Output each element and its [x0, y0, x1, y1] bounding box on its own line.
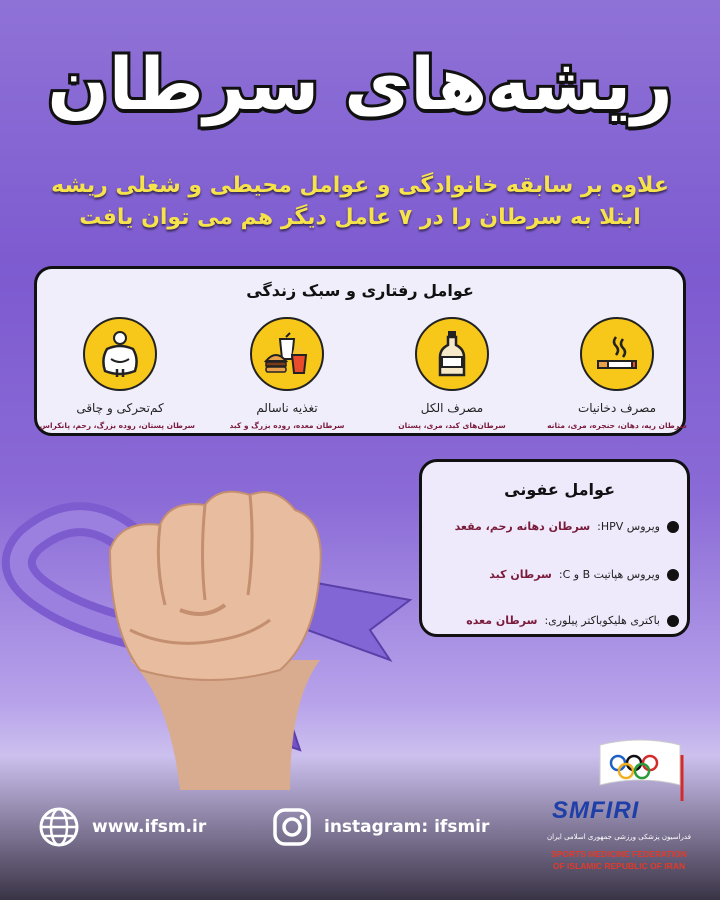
factor-label: تغذیه ناسالم — [256, 401, 318, 415]
infection-heading: عوامل عفونی — [504, 480, 615, 499]
bullet-icon — [667, 615, 679, 627]
factor-cancers: سرطان‌های کبد، مری، پستان — [398, 421, 506, 430]
logo-english-line-1: SPORTS MEDICINE FEDERATION — [551, 849, 687, 859]
bullet-icon — [667, 521, 679, 533]
bullet-icon — [667, 569, 679, 581]
globe-icon — [38, 806, 80, 848]
infection-agent: ویروس هپاتیت B و C: — [558, 568, 660, 581]
subtitle — [20, 170, 700, 234]
logo-english-line-2: OF ISLAMIC REPUBLIC OF IRAN — [552, 861, 686, 871]
obesity-body-icon — [83, 317, 157, 391]
factor-label: مصرف دخانیات — [577, 401, 657, 415]
infection-item — [429, 568, 679, 581]
infection-agent: ویروس HPV: — [597, 520, 660, 533]
federation-logo — [530, 735, 720, 895]
factor-smoking — [542, 317, 692, 430]
factor-inactivity-obesity — [39, 317, 195, 430]
lifestyle-factors-panel — [34, 266, 686, 436]
logo-persian-name: فدراسیون پزشکی ورزشی جمهوری اسلامی ایران — [547, 833, 691, 841]
ribbon-fist-illustration — [0, 490, 430, 790]
factor-cancers: سرطان معده، روده بزرگ و کبد — [229, 421, 345, 430]
factor-unhealthy-diet — [212, 317, 362, 430]
page-title: ریشه‌های سرطان — [47, 42, 673, 126]
olympic-flag-icon — [590, 735, 690, 805]
infection-disease: سرطان دهانه رحم، مقعد — [454, 520, 591, 533]
subtitle-line-1: علاوه بر سابقه خانوادگی و عوامل محیطی و شغلی ریشه — [51, 173, 669, 198]
infectious-factors-panel — [419, 459, 690, 637]
instagram-link[interactable]: instagram: ifsmir — [324, 817, 490, 837]
instagram-icon — [272, 807, 312, 847]
infection-disease: سرطان کبد — [489, 568, 552, 581]
logo-abbr: SMFIRI — [552, 797, 640, 824]
infection-item — [429, 520, 679, 533]
fist — [110, 492, 321, 680]
lifestyle-heading: عوامل رفتاری و سبک زندگی — [246, 281, 474, 300]
fast-food-icon — [250, 317, 324, 391]
infection-item — [429, 614, 679, 627]
website-link[interactable]: www.ifsm.ir — [92, 817, 207, 837]
factor-alcohol — [377, 317, 527, 430]
factor-label: کم‌تحرکی و چاقی — [76, 401, 164, 415]
infection-disease: سرطان معده — [466, 614, 538, 627]
factor-cancers: سرطان ریه، دهان، حنجره، مری، مثانه — [547, 421, 687, 430]
factor-cancers: سرطان پستان، روده بزرگ، رحم، پانکراس — [39, 421, 195, 430]
factor-label: مصرف الکل — [420, 401, 484, 415]
subtitle-line-2: ابتلا به سرطان را در ۷ عامل دیگر هم می توان یافت — [79, 205, 641, 230]
smoking-cigarette-icon — [580, 317, 654, 391]
alcohol-bottle-icon — [415, 317, 489, 391]
infection-agent: باکتری هلیکوباکتر پیلوری: — [544, 614, 660, 627]
